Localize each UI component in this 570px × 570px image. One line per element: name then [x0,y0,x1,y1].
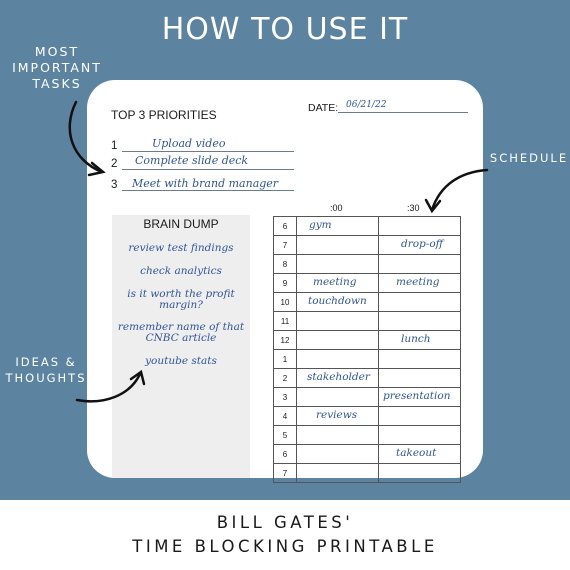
brain-dump-line: youtube stats [145,355,217,367]
ideas-label-line: IDEAS & [15,355,77,369]
priority-text: Upload video [152,137,226,150]
hour-cell: 2 [274,369,297,387]
brain-dump-line: check analytics [140,265,222,277]
priority-number: 3 [111,179,118,191]
hour-cell: 3 [274,388,297,406]
page-heading: HOW TO USE IT [161,12,409,47]
priority-number: 2 [111,158,118,170]
slot-text: drop-off [401,238,444,250]
priority-text: Complete slide deck [135,154,249,167]
bottom-title-line: BILL GATES' [216,513,354,532]
slot-text: gym [309,219,332,231]
hour-cell: 4 [274,407,297,425]
hour-cell: 1 [274,350,297,368]
date-label: DATE: [308,102,339,114]
bottom-title-line: TIME BLOCKING PRINTABLE [132,537,438,556]
date-value: 06/21/22 [346,100,387,110]
hour-cell: 7 [274,236,297,254]
column-header: :30 [407,203,420,213]
slot-text: presentation [383,390,451,402]
hour-cell: 6 [274,217,297,235]
hour-cell: 7 [274,464,297,482]
brain-dump-title: BRAIN DUMP [143,217,219,231]
slot-text: meeting [313,276,357,288]
hour-cell: 9 [274,274,297,292]
brain-dump-line: review test findings [128,242,234,254]
slot-text: reviews [316,409,358,421]
priority-number: 1 [111,140,118,152]
slot-text: meeting [396,276,440,288]
most-important-label-line: IMPORTANT [12,60,102,75]
most-important-label-line: MOST [34,44,80,59]
hour-cell: 10 [274,293,297,311]
slot-text: stakeholder [307,371,370,383]
priority-text: Meet with brand manager [132,177,279,190]
most-important-label-line: TASKS [32,76,82,91]
slot-text: lunch [401,333,431,345]
brain-dump-line: margin? [159,299,203,311]
hour-cell: 11 [274,312,297,330]
column-header: :00 [330,203,343,213]
hour-cell: 6 [274,445,297,463]
hour-cell: 5 [274,426,297,444]
hour-cell: 12 [274,331,297,349]
ideas-label-line: THOUGHTS [5,371,87,385]
slot-text: takeout [396,447,437,459]
hour-cell: 8 [274,255,297,273]
brain-dump-line: remember name of that [117,321,245,333]
schedule-label: SCHEDULE [489,151,569,165]
arrow-to-priorities [70,102,102,172]
arrow-to-schedule [432,170,487,210]
slot-text: touchdown [308,295,367,307]
brain-dump-line: CNBC article [145,332,217,344]
priorities-title: TOP 3 PRIORITIES [111,108,217,122]
brain-dump-line: is it worth the profit [127,288,235,300]
